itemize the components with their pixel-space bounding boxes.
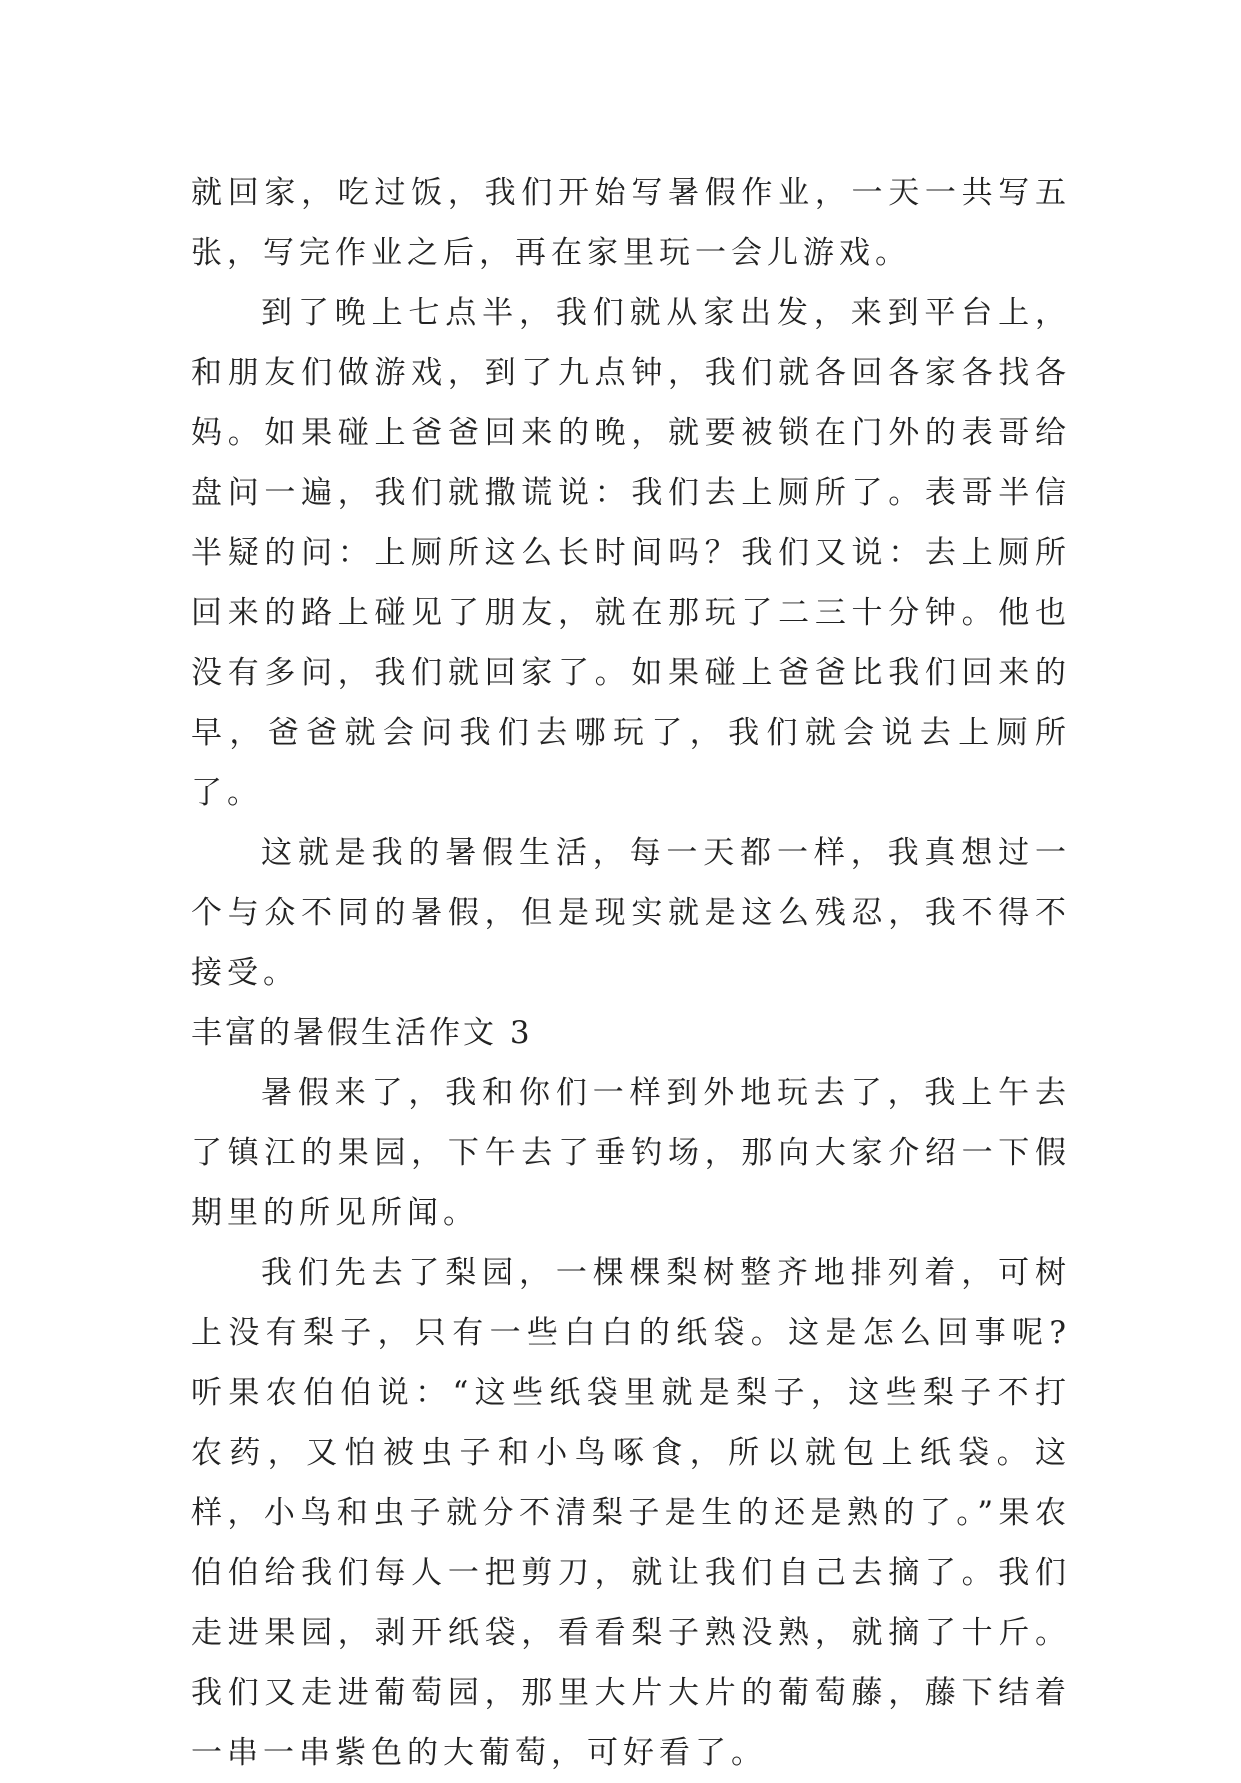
document-body bbox=[191, 163, 1071, 1783]
section-title: 丰富的暑假生活作文 3 bbox=[191, 1015, 533, 1051]
paragraph-intro: 暑假来了，我和你们一样到外地玩去了，我上午去了镇江的果园，下午去了垂钓场，那向大家介绍一下假期里的所见所闻。 bbox=[191, 1075, 1071, 1231]
paragraph-continuation: 就回家，吃过饭，我们开始写暑假作业，一天一共写五张，写完作业之后，再在家里玩一会儿游戏。 bbox=[191, 175, 1071, 271]
paragraph-evening-games: 到了晚上七点半，我们就从家出发，来到平台上，和朋友们做游戏，到了九点钟，我们就各回各家各找各妈。如果碰上爸爸回来的晚，就要被锁在门外的表哥给盘问一遍，我们就撒谎说：我们去上厕所了。表哥半信半疑的问：上厕所这么长时间吗？我们又说：去上厕所回来的路上碰见了朋友，就在那玩了二三十分钟。他也没有多问，我们就回家了。如果碰上爸爸比我们回来的早，爸爸就会问我们去哪玩了，我们就会说去上厕所了。 bbox=[191, 295, 1071, 811]
paragraph-summary: 这就是我的暑假生活，每一天都一样，我真想过一个与众不同的暑假，但是现实就是这么残忍，我不得不接受。 bbox=[191, 835, 1071, 991]
paragraph-pear-orchard: 我们先去了梨园，一棵棵梨树整齐地排列着，可树上没有梨子，只有一些白白的纸袋。这是怎么回事呢?听果农伯伯说：“这些纸袋里就是梨子，这些梨子不打农药，又怕被虫子和小鸟啄食，所以就包上纸袋。这样，小鸟和虫子就分不清梨子是生的还是熟的了。”果农伯伯给我们每人一把剪刀，就让我们自己去摘了。我们走进果园，剥开纸袋，看看梨子熟没熟，就摘了十斤。我们又走进葡萄园，那里大片大片的葡萄藤，藤下结着一串一串紫色的大葡萄，可好看了。 bbox=[191, 1255, 1071, 1771]
